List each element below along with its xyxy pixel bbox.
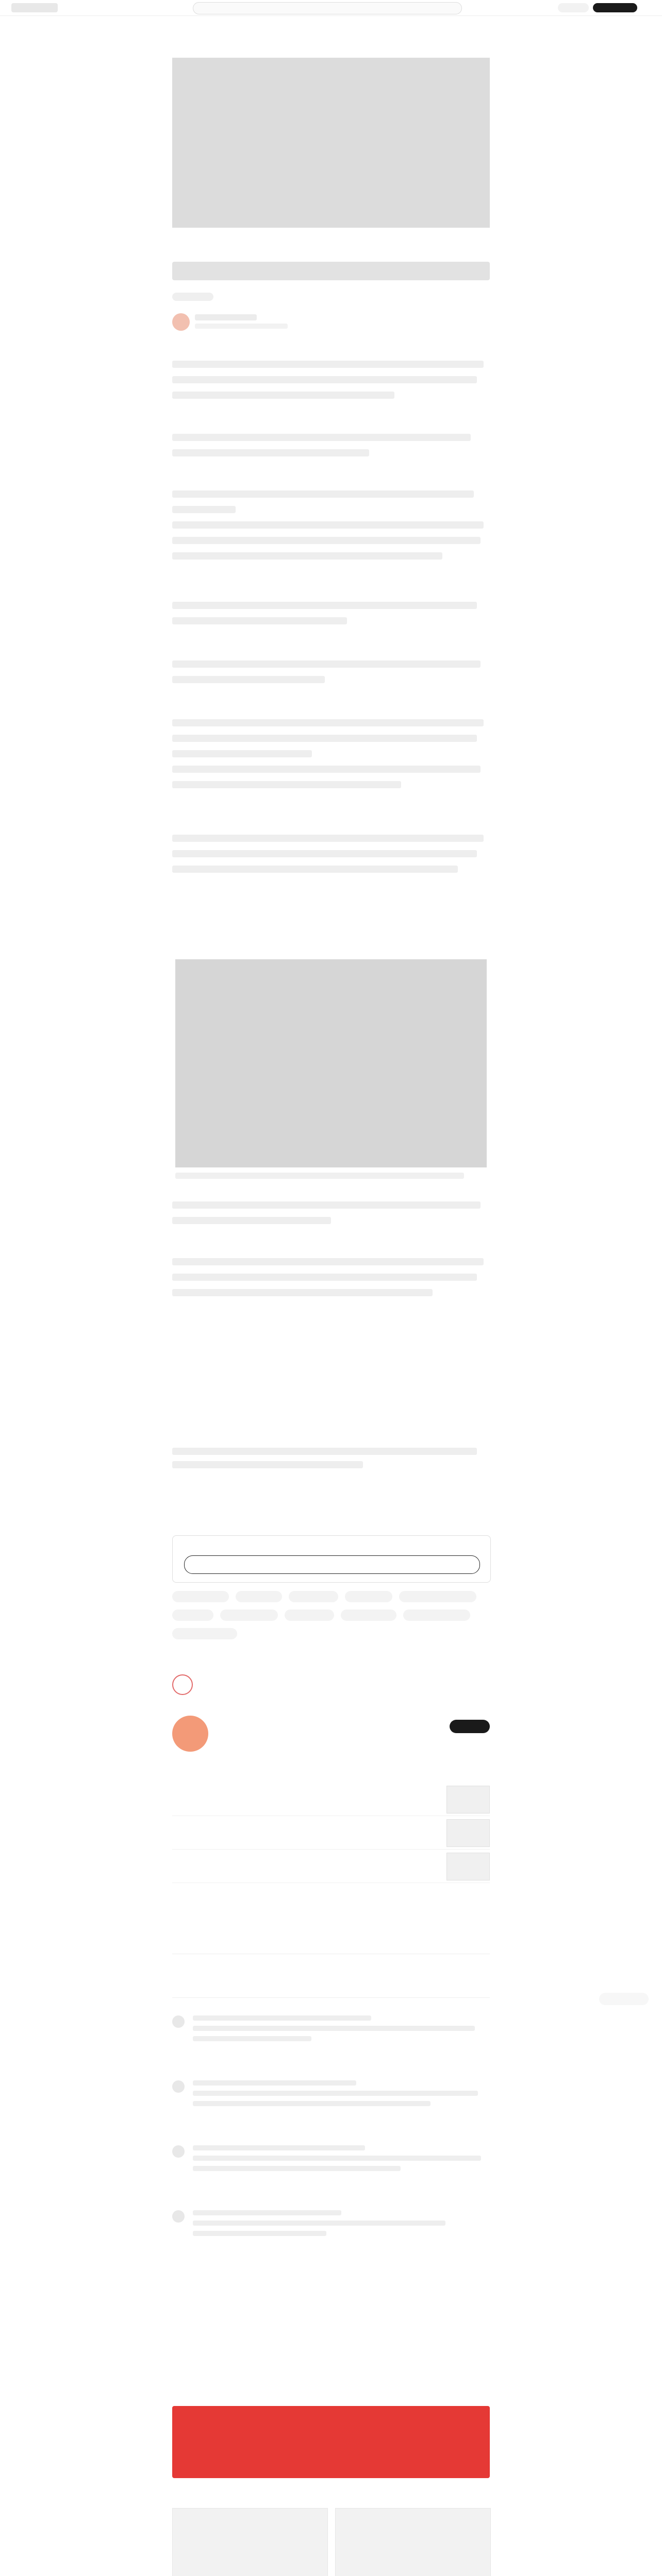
- article-actions: [172, 1674, 490, 1693]
- popular-item[interactable]: [172, 1816, 490, 1850]
- paragraph-7: [172, 835, 490, 881]
- login-button[interactable]: [558, 3, 589, 12]
- comments-section: [172, 2015, 490, 2397]
- hero-image: [172, 58, 490, 228]
- tag-list: [172, 1591, 490, 1648]
- creator-avatar[interactable]: [172, 1716, 208, 1752]
- comment-avatar[interactable]: [172, 2210, 185, 2223]
- paragraph-8: [172, 1201, 490, 1232]
- comment: [172, 2080, 490, 2137]
- article-title: [172, 262, 490, 280]
- paragraph-4: [172, 602, 490, 633]
- tag[interactable]: [285, 1609, 334, 1621]
- floating-actions[interactable]: [599, 1993, 649, 2005]
- prev-article-link[interactable]: [172, 1959, 322, 1992]
- tag[interactable]: [399, 1591, 476, 1602]
- tag[interactable]: [341, 1609, 396, 1621]
- article-photo: [175, 959, 487, 1167]
- tag[interactable]: [172, 1609, 213, 1621]
- paragraph-1: [172, 361, 490, 407]
- like-count[interactable]: [172, 293, 213, 301]
- comment: [172, 2015, 490, 2072]
- comment-avatar[interactable]: [172, 2015, 185, 2028]
- paragraph-5: [172, 660, 490, 691]
- comment-avatar[interactable]: [172, 2080, 185, 2093]
- next-article-link[interactable]: [340, 1959, 490, 1992]
- tag[interactable]: [172, 1628, 237, 1639]
- signup-button[interactable]: [593, 3, 637, 12]
- search-input[interactable]: [193, 2, 462, 14]
- paragraph-9: [172, 1258, 490, 1304]
- support-box: [172, 1535, 491, 1583]
- related-article-link[interactable]: [172, 1448, 490, 1469]
- tag[interactable]: [403, 1609, 470, 1621]
- support-button[interactable]: [184, 1555, 480, 1574]
- recommendation-card[interactable]: [335, 2508, 490, 2576]
- follow-button[interactable]: [450, 1720, 490, 1733]
- comment: [172, 2145, 490, 2202]
- tag[interactable]: [345, 1591, 392, 1602]
- paragraph-3: [172, 490, 490, 568]
- creator-card: [172, 1716, 490, 1757]
- tag[interactable]: [172, 1591, 229, 1602]
- paragraph-6: [172, 719, 490, 796]
- top-bar: [0, 0, 662, 16]
- author-name[interactable]: [195, 314, 257, 320]
- recommendations: [172, 2508, 490, 2576]
- comment-avatar[interactable]: [172, 2145, 185, 2158]
- recommendation-card[interactable]: [172, 2508, 327, 2576]
- popular-item[interactable]: [172, 1783, 490, 1816]
- popular-item[interactable]: [172, 1850, 490, 1883]
- article-navigation: [172, 1954, 490, 1998]
- photo-caption: [175, 1173, 464, 1179]
- paragraph-2: [172, 434, 490, 465]
- like-button[interactable]: [172, 1674, 193, 1695]
- app-logo[interactable]: [11, 3, 58, 12]
- tag[interactable]: [289, 1591, 338, 1602]
- popular-articles: [172, 1783, 490, 1917]
- tag[interactable]: [220, 1609, 278, 1621]
- author-date: [195, 324, 288, 329]
- comment: [172, 2210, 490, 2267]
- promo-banner[interactable]: [172, 2406, 490, 2478]
- tag[interactable]: [236, 1591, 282, 1602]
- author-avatar[interactable]: [172, 313, 190, 331]
